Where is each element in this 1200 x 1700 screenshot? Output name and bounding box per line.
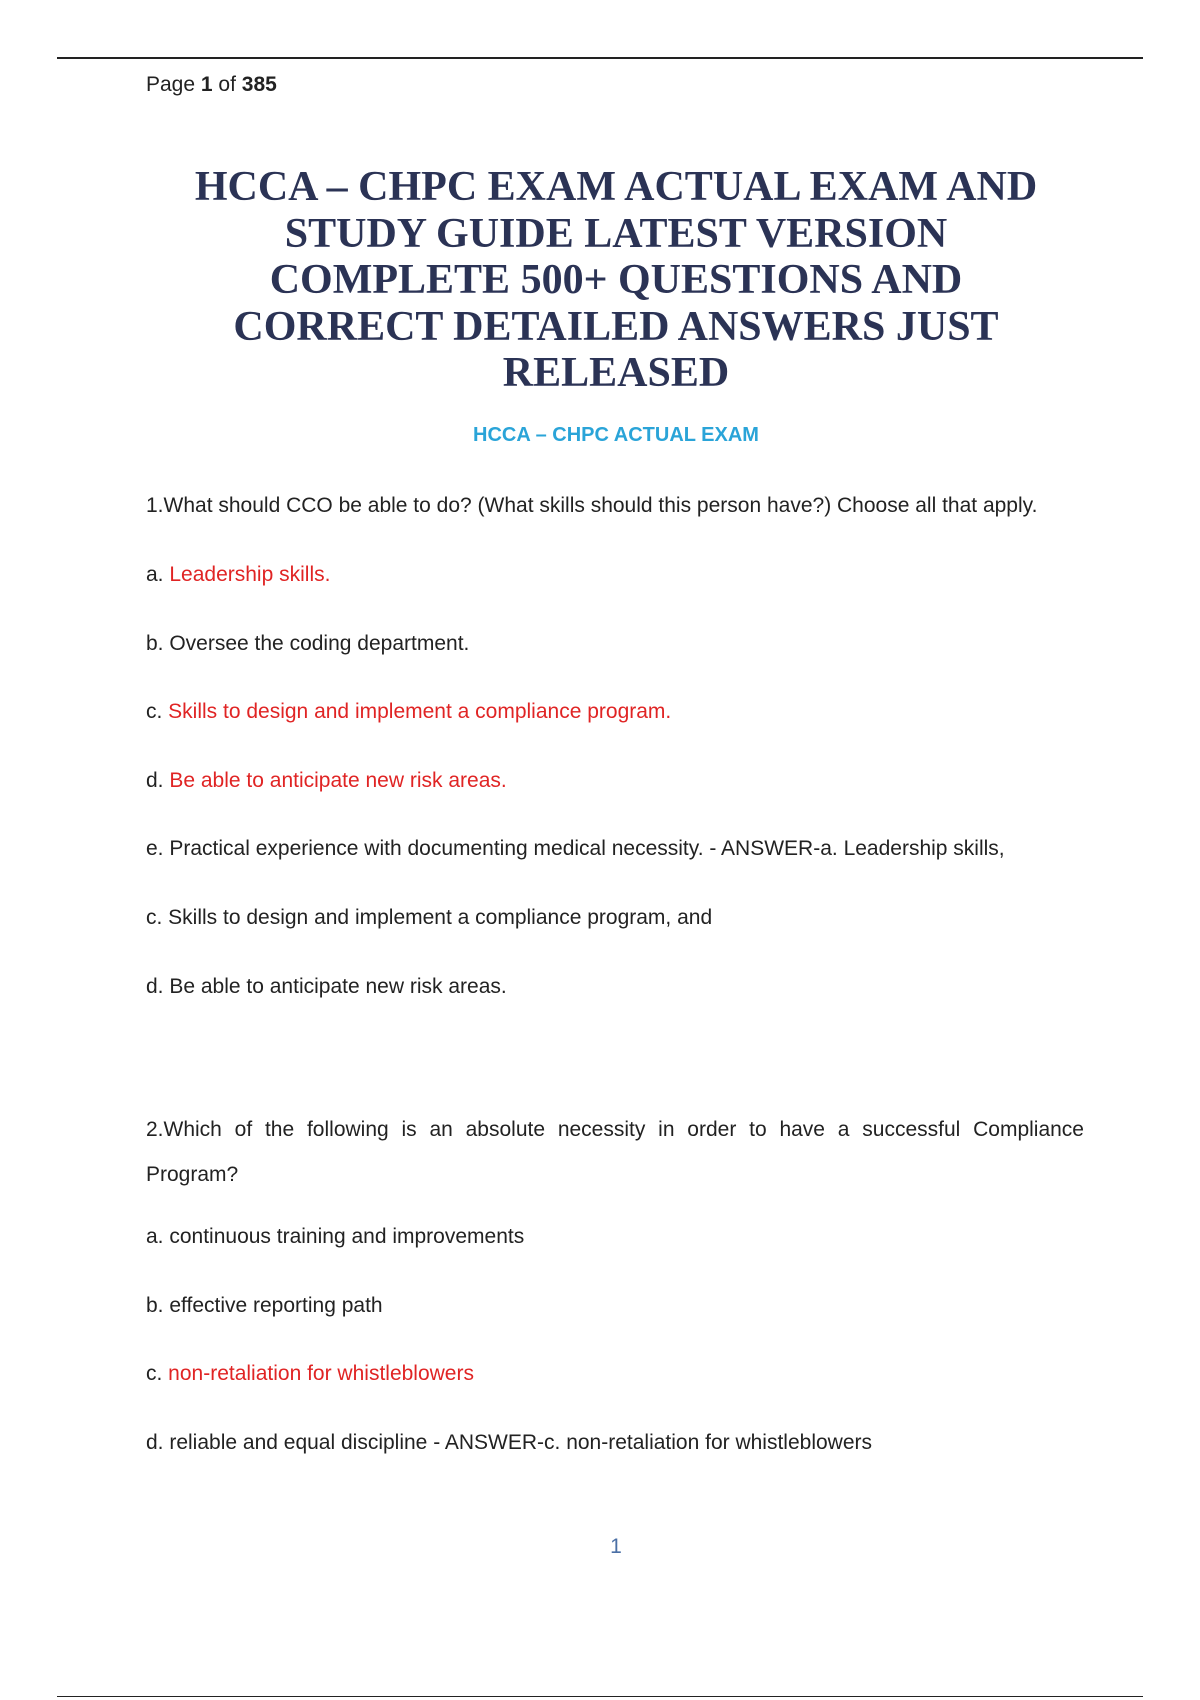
title-line: RELEASED [502,350,730,396]
q2-option-c: c. non-retaliation for whistleblowers [146,1362,474,1385]
page-of: of [218,73,236,96]
page-indicator [146,73,277,97]
q2-option-b: b. effective reporting path [146,1294,383,1317]
q1-option-a: a. Leadership skills. [146,563,331,586]
top-rule [57,57,1143,59]
title-line: STUDY GUIDE LATEST VERSION [284,210,948,257]
page-current: 1 [200,73,213,96]
q1-option-b: b. Oversee the coding department. [146,632,470,655]
correct-option-text: Be able to anticipate new risk areas. [169,769,507,792]
q2-question: 2.Which of the following is an absolute necessity in order to have a successful Compliance Program? [146,1118,1084,1186]
section-subtitle: HCCA – CHPC ACTUAL EXAM [473,424,759,446]
document-title [146,164,1086,397]
q1-option-c: c. Skills to design and implement a compliance program. [146,700,672,723]
page-total: 385 [241,73,277,96]
bottom-rule [57,1696,1143,1697]
correct-option-text: Leadership skills. [169,563,331,586]
correct-option-text: Skills to design and implement a compliance program. [168,700,672,723]
title-line: CORRECT DETAILED ANSWERS JUST [233,303,999,350]
q1-option-e: e. Practical experience with documenting medical necessity. - ANSWER-a. Leadership skills, [146,837,1005,860]
footer-page-number: 1 [610,1535,622,1558]
page-prefix: Page [146,73,196,96]
q1-option-d: d. Be able to anticipate new risk areas. [146,769,507,792]
correct-option-text: non-retaliation for whistleblowers [168,1362,474,1385]
q2-option-d: d. reliable and equal discipline - ANSWER-c. non-retaliation for whistleblowers [146,1431,873,1454]
q1-answer-line: c. Skills to design and implement a compliance program, and [146,906,713,929]
q2-option-a: a. continuous training and improvements [146,1225,525,1248]
q1-answer-line: d. Be able to anticipate new risk areas. [146,975,507,998]
q1-question: 1.What should CCO be able to do? (What skills should this person have?) Choose all that apply. [146,494,1038,517]
title-line: HCCA – CHPC EXAM ACTUAL EXAM AND [194,164,1038,210]
title-line: COMPLETE 500+ QUESTIONS AND [269,257,963,303]
